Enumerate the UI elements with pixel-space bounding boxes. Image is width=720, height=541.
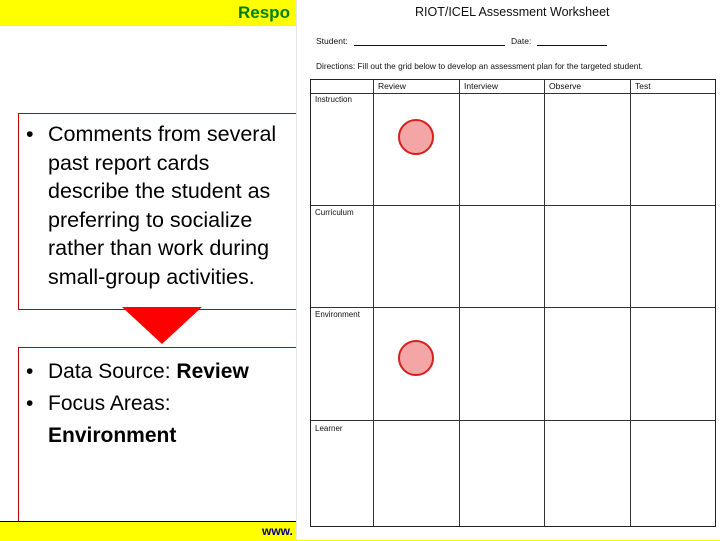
date-label: Date: bbox=[511, 36, 532, 46]
grid-line bbox=[311, 307, 715, 308]
down-arrow-icon bbox=[122, 307, 202, 344]
focus-areas-bullet bbox=[18, 388, 308, 452]
column-header-interview: Interview bbox=[464, 81, 499, 91]
column-header-review: Review bbox=[378, 81, 406, 91]
grid-line bbox=[544, 80, 545, 526]
evidence-list bbox=[18, 120, 288, 292]
selected-cell-marker bbox=[398, 340, 434, 376]
grid-line bbox=[630, 80, 631, 526]
student-field-line bbox=[354, 45, 505, 46]
row-label-learner: Learner bbox=[315, 424, 343, 433]
evidence-bullet: • Comments from several past report cards describe the student as preferring to socialize rather than work during small-group activities. bbox=[18, 120, 288, 292]
row-label-curriculum: Curriculum bbox=[315, 208, 354, 217]
row-label-environment: Environment bbox=[315, 310, 360, 319]
data-source-bullet bbox=[18, 356, 308, 388]
grid-line bbox=[311, 205, 715, 206]
focus-areas-value: Environment bbox=[48, 424, 177, 447]
footer-url: www. bbox=[262, 524, 293, 538]
worksheet-directions: Directions: Fill out the grid below to develop an assessment plan for the targeted student. bbox=[316, 61, 643, 71]
slide-title: Respo bbox=[238, 3, 290, 22]
student-label: Student: bbox=[316, 36, 348, 46]
worksheet-title: RIOT/ICEL Assessment Worksheet bbox=[415, 5, 610, 19]
date-field-line bbox=[537, 45, 607, 46]
grid-line bbox=[373, 80, 374, 526]
riot-icel-grid bbox=[310, 79, 716, 527]
conclusion-list bbox=[18, 356, 308, 452]
column-header-observe: Observe bbox=[549, 81, 582, 91]
data-source-value: Review bbox=[176, 360, 249, 383]
grid-line bbox=[459, 80, 460, 526]
row-label-instruction: Instruction bbox=[315, 95, 352, 104]
selected-cell-marker bbox=[398, 119, 434, 155]
grid-line bbox=[311, 420, 715, 421]
column-header-test: Test bbox=[635, 81, 651, 91]
grid-line bbox=[311, 93, 715, 94]
data-source-label: Data Source: bbox=[48, 360, 177, 383]
worksheet-panel bbox=[296, 0, 720, 540]
focus-areas-label: Focus Areas: bbox=[48, 392, 171, 415]
